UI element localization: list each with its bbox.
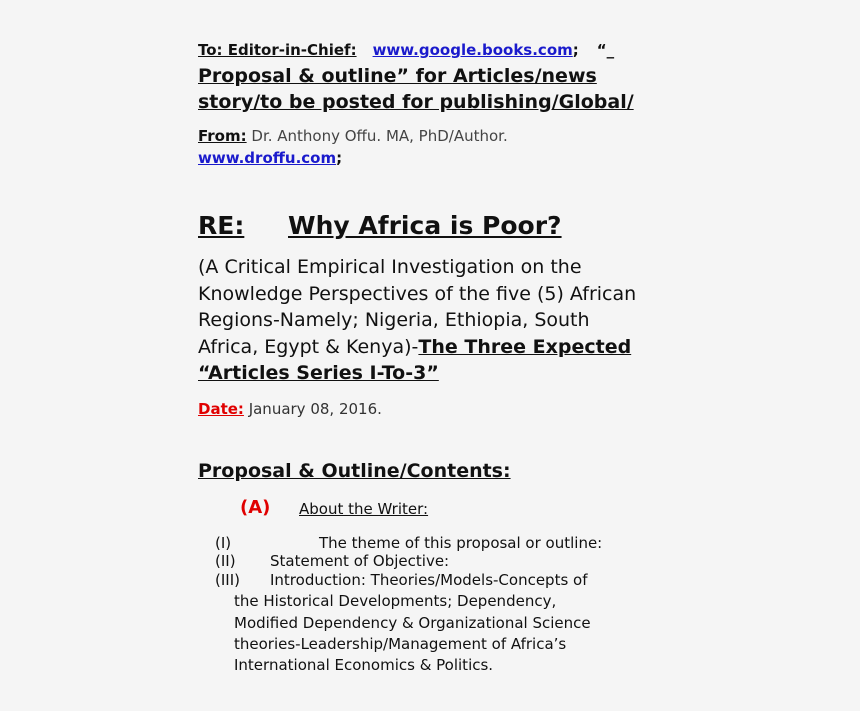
re-desc-line-4-bold: The Three Expected	[418, 336, 632, 358]
item-3-num: (III)	[215, 571, 240, 589]
re-desc-line-3: Regions-Namely; Nigeria, Ethiopia, South	[198, 309, 590, 331]
to-label: To: Editor-in-Chief:	[198, 41, 357, 59]
subject-line-1: Proposal & outline” for Articles/news	[198, 65, 597, 87]
droffu-link[interactable]: www.droffu.com	[198, 149, 337, 167]
continuation-line-4: International Economics & Politics.	[234, 656, 494, 674]
item-3-text: Introduction: Theories/Models-Concepts of	[270, 571, 588, 589]
item-1-num: (I)	[215, 534, 232, 552]
item-2-num: (II)	[215, 552, 236, 570]
subject-line-2: story/to be posted for publishing/Global/	[198, 91, 634, 113]
re-desc-line-4	[198, 336, 631, 358]
continuation-line-2: Modified Dependency & Organizational Science	[234, 614, 591, 632]
section-title: About the Writer:	[299, 500, 429, 518]
re-title: Why Africa is Poor?	[288, 211, 562, 240]
re-desc-line-5: “Articles Series I-To-3”	[198, 362, 439, 384]
date-line	[198, 400, 382, 418]
from-name: Dr. Anthony Offu. MA, PhD/Author.	[246, 127, 508, 145]
continuation-line-3: theories-Leadership/Management of Africa’s	[234, 635, 567, 653]
item-2-text: Statement of Objective:	[270, 552, 450, 570]
item-1-text: The theme of this proposal or outline:	[319, 534, 603, 552]
re-label: RE:	[198, 211, 245, 240]
re-desc-line-4-plain: Africa, Egypt & Kenya)-	[198, 336, 419, 358]
from-link-separator: ;	[336, 149, 343, 167]
from-label: From:	[198, 127, 247, 145]
date-label: Date:	[198, 400, 244, 418]
re-desc-line-2: Knowledge Perspectives of the five (5) African	[198, 283, 637, 305]
date-value: January 08, 2016.	[243, 400, 382, 418]
re-desc-line-1: (A Critical Empirical Investigation on the	[198, 256, 582, 278]
to-line	[198, 41, 614, 59]
quote-mark: “_	[596, 41, 615, 59]
to-separator: ;	[572, 41, 579, 59]
continuation-line-1: the Historical Developments; Dependency,	[234, 592, 557, 610]
from-website-line	[198, 149, 342, 167]
contents-heading: Proposal & Outline/Contents:	[198, 460, 511, 482]
google-books-link[interactable]: www.google.books.com	[372, 41, 573, 59]
from-line	[198, 127, 508, 145]
section-letter: (A)	[240, 497, 271, 518]
